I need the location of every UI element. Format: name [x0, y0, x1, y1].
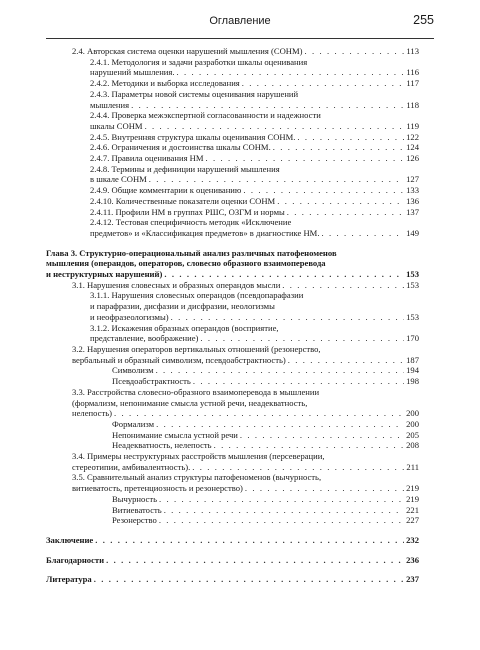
toc-spacer	[46, 565, 419, 574]
toc-entry-text: 3.1.1. Нарушения словесных операндов (псевдопарафазии	[90, 290, 304, 301]
toc-entry[interactable]	[46, 515, 419, 526]
toc-entry-text: Заключение	[46, 534, 94, 545]
toc-entry-text: (формализм, непонимание смысла устной речи, неадекватность,	[72, 397, 308, 408]
toc-page-number: 211	[406, 461, 419, 472]
dot-leader	[156, 365, 405, 376]
toc-entry-text: 2.4.3. Параметры новой системы оценивания нарушений	[90, 88, 299, 99]
dot-leader	[243, 185, 404, 196]
toc-entry-text: 2.4.12. Тестовая специфичность методик «Исключение	[90, 217, 292, 228]
toc-page-number: 221	[406, 504, 419, 515]
toc-entry-text: шкалы СОНМ	[90, 120, 143, 131]
toc-entry-text: 2.4.11. Профили НМ в группах РШС, ОЗГМ и нормы	[90, 206, 285, 217]
toc-page-number: 133	[406, 185, 419, 196]
toc-entry-text: мышления (операндов, операторов, словесно образного взаимоперевода	[46, 258, 326, 269]
dot-leader	[156, 419, 404, 430]
toc-page-number: 122	[406, 131, 419, 142]
toc-page-number: 198	[406, 376, 419, 387]
running-header	[46, 13, 434, 33]
toc-entry-text: 3.5. Сравнительный анализ структуры патофеноменов (вычурность,	[72, 472, 322, 483]
toc-page-number: 117	[406, 78, 419, 89]
toc-entry[interactable]	[46, 387, 419, 419]
dot-leader	[159, 515, 404, 526]
toc-entry-text: мышления	[90, 99, 130, 110]
toc-entry-text: и неофразеологизмы)	[90, 311, 169, 322]
toc-entry[interactable]	[46, 365, 419, 376]
dot-leader	[94, 574, 404, 585]
dot-leader	[321, 228, 404, 239]
dot-leader	[159, 494, 404, 505]
dot-leader	[200, 333, 404, 344]
toc-entry-text: 2.4.7. Правила оценивания НМ	[90, 153, 204, 164]
dot-leader	[287, 207, 404, 218]
toc-entry[interactable]	[46, 376, 419, 387]
toc-page-number: 126	[406, 153, 419, 164]
toc-entry[interactable]	[46, 574, 419, 585]
toc-spacer	[46, 526, 419, 535]
toc-entry-text: Глава 3. Структурно-операциональный анализ различных патофеноменов	[46, 247, 337, 258]
toc-page-number: 113	[406, 46, 419, 56]
dot-leader	[277, 196, 404, 207]
toc-spacer	[46, 546, 419, 555]
toc-entry-text: 2.4.9. Общие комментарии к оцениванию	[90, 185, 242, 196]
dot-leader	[114, 408, 404, 419]
toc-entry-text: представление, воображение)	[90, 333, 199, 344]
toc-entry-text: Непонимание смысла устной речи	[112, 429, 238, 440]
toc-page-number: 153	[406, 279, 419, 290]
toc-entry-text: 2.4. Авторская система оценки нарушений мышления (СОНМ)	[72, 46, 303, 56]
dot-leader	[177, 67, 405, 78]
dot-leader	[145, 121, 405, 132]
toc-entry-text: и парафразии, дисфазии и дисфразии, неологизмы	[90, 301, 275, 312]
dot-leader	[95, 535, 404, 546]
toc-entry-text: 3.1. Нарушения словесных и образных операндов мысли	[72, 279, 281, 290]
toc-entry[interactable]	[46, 555, 419, 566]
toc-entry[interactable]	[46, 472, 419, 493]
toc-entry[interactable]	[46, 323, 419, 344]
toc-entry[interactable]	[46, 153, 419, 164]
toc-entry[interactable]	[46, 164, 419, 185]
toc-entry-text: Псевдоабстрактность	[112, 376, 191, 387]
dot-leader	[193, 376, 404, 387]
toc-page-number: 116	[406, 67, 419, 78]
toc-entry-text: и неструктурных нарушений)	[46, 269, 163, 280]
toc-page-number: 187	[406, 354, 419, 365]
toc-entry-text: 2.4.4. Проверка межэкспертной согласованности и надежности	[90, 110, 321, 121]
toc-entry-text: предметов» и «Классификация предметов» в диагностике НМ.	[90, 227, 320, 238]
dot-leader	[206, 153, 405, 164]
toc-entry[interactable]	[46, 505, 419, 516]
toc-entry[interactable]	[46, 535, 419, 546]
toc-page-number: 149	[406, 227, 419, 238]
toc-entry[interactable]	[46, 185, 419, 196]
toc-entry[interactable]	[46, 46, 419, 57]
toc-entry[interactable]	[46, 57, 419, 78]
running-header-title: Оглавление	[209, 15, 271, 27]
toc-entry-text: 2.4.8. Термины и дефиниции нарушений мышления	[90, 163, 280, 174]
toc-entry[interactable]	[46, 142, 419, 153]
dot-leader	[164, 269, 404, 280]
toc-page-number: 118	[406, 99, 419, 110]
toc-page-number: 153	[406, 269, 419, 280]
toc-entry-text: нарушений мышления.	[90, 67, 175, 78]
toc-entry-text: стереотипии, амбивалентность).	[72, 461, 191, 472]
toc-entry-text: нелепость)	[72, 408, 112, 419]
toc-entry-text: Литература	[46, 574, 92, 585]
dot-leader	[273, 142, 404, 153]
toc-entry[interactable]	[46, 132, 419, 143]
toc-page-number: 119	[406, 120, 419, 131]
toc-entry-text: витиеватость, претенциозность и резонерство)	[72, 483, 243, 494]
toc-page-number: 137	[406, 206, 419, 217]
toc-spacer	[46, 239, 419, 248]
toc-page-number: 236	[406, 554, 419, 565]
toc-entry-text: 3.2. Нарушения операторов вертикальных отношений (резонерство,	[72, 343, 321, 354]
toc-entry-text: 3.1.2. Искажения образных операндов (восприятие,	[90, 322, 279, 333]
toc-entry[interactable]	[46, 207, 419, 218]
toc-page-number: 127	[406, 174, 419, 185]
toc-entry[interactable]	[46, 440, 419, 451]
toc-page-number: 170	[406, 333, 419, 344]
dot-leader	[242, 78, 405, 89]
header-rule	[46, 38, 434, 39]
toc-page-number: 136	[406, 195, 419, 206]
toc-entry[interactable]	[46, 280, 419, 291]
table-of-contents	[46, 46, 419, 585]
toc-entry[interactable]	[46, 430, 419, 441]
toc-page-number: 232	[406, 534, 419, 545]
toc-entry-text: 2.4.1. Методология и задачи разработки шкалы оценивания	[90, 56, 308, 67]
toc-page-number: 200	[406, 408, 419, 419]
toc-entry[interactable]	[46, 196, 419, 207]
toc-entry-text: Вычурность	[112, 493, 158, 504]
dot-leader	[131, 100, 404, 111]
toc-page-number: 219	[406, 493, 419, 504]
toc-page-number: 237	[406, 574, 419, 585]
toc-entry-text: 2.4.10. Количественные показатели оценки СОНМ	[90, 195, 276, 206]
toc-entry-text: Неадекватность, нелепость	[112, 440, 212, 451]
toc-entry-text: вербальный и образный символизм, псевдоабстрактность)	[72, 354, 286, 365]
dot-leader	[304, 46, 404, 57]
toc-entry-text: 3.3. Расстройства словесно-образного взаимоперевода в мышлении	[72, 386, 320, 397]
dot-leader	[288, 355, 404, 366]
toc-entry-text: Формализм	[112, 418, 155, 429]
toc-entry[interactable]	[46, 344, 419, 365]
dot-leader	[297, 132, 404, 143]
toc-page-number: 194	[406, 365, 419, 376]
toc-entry-text: 3.4. Примеры неструктурных расстройств мышления (персеверации,	[72, 451, 325, 462]
toc-entry-text: Резонерство	[112, 515, 157, 526]
toc-entry-text: Благодарности	[46, 554, 105, 565]
dot-leader	[240, 430, 404, 441]
toc-entry[interactable]	[46, 290, 419, 322]
dot-leader	[171, 312, 405, 323]
toc-entry[interactable]	[46, 451, 419, 472]
dot-leader	[245, 483, 404, 494]
toc-page-number: 200	[406, 418, 419, 429]
toc-page-number: 153	[406, 311, 419, 322]
toc-entry[interactable]	[46, 494, 419, 505]
dot-leader	[106, 555, 404, 566]
toc-entry[interactable]	[46, 78, 419, 89]
dot-leader	[149, 174, 404, 185]
toc-entry[interactable]	[46, 89, 419, 110]
toc-entry[interactable]	[46, 217, 419, 238]
page-number: 255	[413, 13, 434, 27]
toc-page-number: 124	[406, 142, 419, 153]
toc-page-number: 208	[406, 440, 419, 451]
dot-leader	[192, 462, 404, 473]
toc-page-number: 227	[406, 515, 419, 526]
dot-leader	[282, 280, 404, 291]
toc-page-number: 205	[406, 429, 419, 440]
toc-entry-text: 2.4.6. Ограничения и достоинства шкалы СОНМ.	[90, 142, 271, 153]
toc-entry[interactable]	[46, 248, 419, 280]
dot-leader	[164, 505, 404, 516]
toc-entry-text: 2.4.5. Внутренняя структура шкалы оценивания СОНМ.	[90, 131, 296, 142]
toc-entry-text: в шкале СОНМ	[90, 174, 147, 185]
toc-entry[interactable]	[46, 110, 419, 131]
toc-entry-text: Витиеватость	[112, 504, 162, 515]
toc-entry-text: 2.4.2. Методики и выборка исследования	[90, 78, 240, 89]
toc-entry[interactable]	[46, 419, 419, 430]
toc-page-number: 219	[406, 483, 419, 494]
dot-leader	[214, 440, 405, 451]
toc-entry-text: Символизм	[112, 365, 154, 376]
